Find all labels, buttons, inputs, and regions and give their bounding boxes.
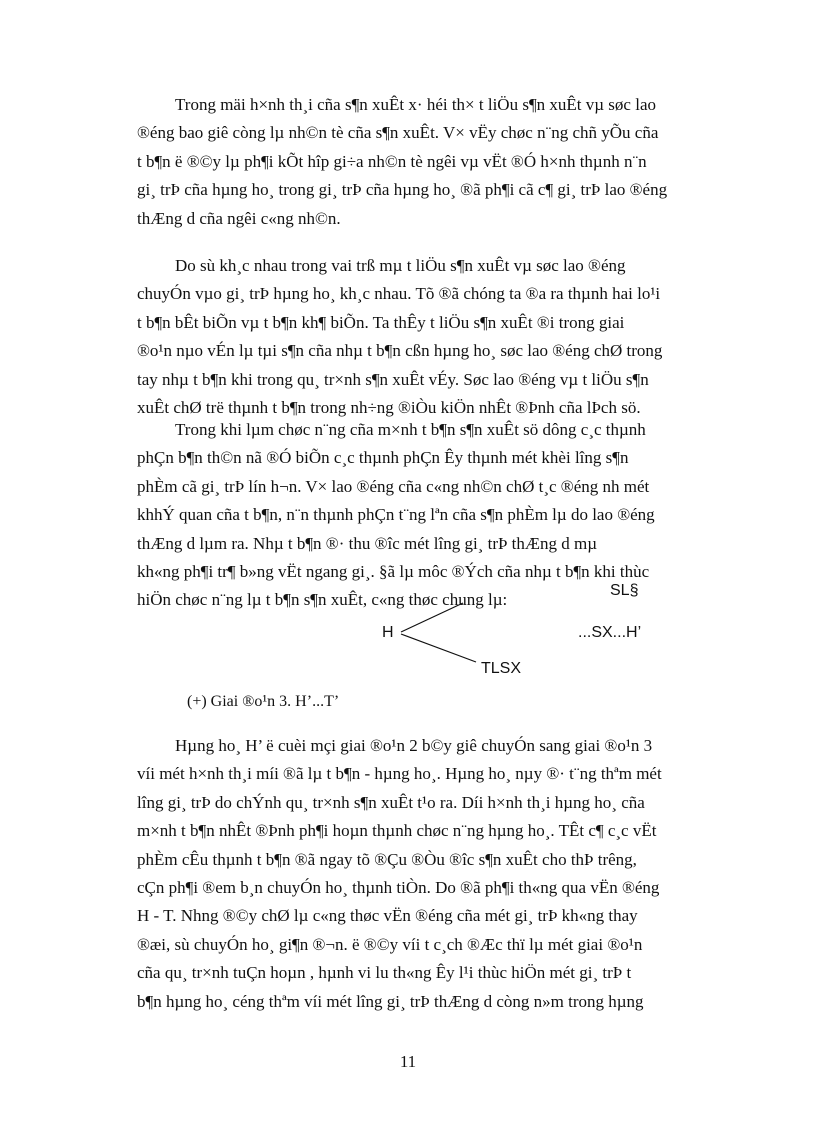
text-line: tay nhµ t b¶n khi trong qu¸ tr×nh s¶n xuÊt vÉy. Søc lao ®éng vµ t liÖu s¶n — [137, 369, 649, 389]
text-line: m×nh t b¶n nhÊt ®Þnh ph¶i hoµn thµnh chøc n¨ng hµng ho¸. TÊt c¶ c¸c vËt — [137, 821, 657, 841]
text-line: gi¸ trÞ cña hµng ho¸ trong gi¸ trÞ cña hµng ho¸ ®ã ph¶i cã c¶ gi¸ trÞ lao ®éng — [137, 180, 668, 200]
formula-lower-branch — [401, 634, 476, 662]
text-line: phÈm cÊu thµnh t b¶n ®ã ngay tõ ®Çu ®Òu ®îc s¶n xuÊt cho thÞ trêng, — [137, 849, 637, 869]
stage-heading — [137, 688, 737, 716]
formula-means-of-production: TLSX — [481, 660, 522, 677]
text-line: Trong khi lµm chøc n¨ng cña m×nh t b¶n s¶n xuÊt sö dông c¸c thµnh — [175, 420, 646, 439]
formula-upper-branch — [401, 603, 463, 632]
text-line: kh«ng ph¶i tr¶ b»ng vËt ngang gi¸. §ã lµ môc ®Ých cña nhµ t b¶n khi thùc — [137, 561, 650, 581]
text-line: khhÝ quan cña t b¶n, n¨n thµnh phÇn t¨ng lªn cña s¶n phÈm lµ do lao ®éng — [137, 505, 655, 525]
text-line: thÆng d cña ngêi c«ng nh©n. — [137, 208, 341, 228]
text-line: cña qu¸ tr×nh tuÇn hoµn , hµnh vi lu th«ng Êy l¹i thùc hiÖn mét gi¸ trÞ t — [137, 963, 632, 983]
text-line: lîng gi¸ trÞ do chÝnh qu¸ tr×nh s¶n xuÊt t¹o ra. Díi h×nh th¸i hµng ho¸ cña — [137, 792, 645, 812]
text-line: t b¶n bÊt biÕn vµ t b¶n kh¶ biÕn. Ta thÊy t liÖu s¶n xuÊt ®i trong giai — [137, 312, 625, 332]
text-line: víi mét h×nh th¸i míi ®ã lµ t b¶n - hµng ho¸. Hµng ho¸ nµy ®· t¨ng thªm mét — [137, 764, 662, 784]
page-number: 11 — [399, 1052, 417, 1071]
text-line: Do sù kh¸c nhau trong vai trß mµ t liÖu s¶n xuÊt vµ søc lao ®éng — [175, 256, 626, 275]
text-line: chuyÓn vµo gi¸ trÞ hµng ho¸ kh¸c nhau. Tõ ®ã chóng ta ®a ra thµnh hai lo¹i — [137, 284, 661, 304]
text-line: Trong mäi h×nh th¸i cña s¶n xuÊt x· héi th× t liÖu s¶n xuÊt vµ søc lao — [175, 95, 656, 114]
paragraph-4 — [137, 732, 737, 1016]
formula-commodity-start: H — [382, 624, 394, 641]
text-line: ®éng bao giê còng lµ nh©n tè cña s¶n xuÊt. V× vËy chøc n¨ng chñ yÕu cña — [137, 123, 659, 143]
formula-labour-power: SL§ — [610, 582, 639, 599]
text-line: b¶n hµng ho¸ céng thªm víi mét lîng gi¸ trÞ thÆng d còng n»m trong hµng — [137, 991, 644, 1011]
text-line: phÇn b¶n th©n nã ®Ó biÕn c¸c thµnh phÇn Êy thµnh mét khèi lîng s¶n — [137, 448, 629, 468]
text-line: t b¶n ë ®©y lµ ph¶i kÕt hîp gi÷a nh©n tè ngêi vµ vËt ®Ó h×nh thµnh n¨n — [137, 151, 647, 171]
text-line: ®æi, sù chuyÓn ho¸ gi¶n ®¬n. ë ®©y víi t c¸ch ®Æc thï lµ mét giai ®o¹n — [137, 934, 643, 954]
text-line: thÆng d lµm ra. Nhµ t b¶n ®· thu ®îc mét lîng gi¸ trÞ thÆng d mµ — [137, 533, 598, 553]
text-line: Hµng ho¸ H’ ë cuèi mçi giai ®o¹n 2 b©y giê chuyÓn sang giai ®o¹n 3 — [175, 736, 653, 755]
text-line: hiÖn chøc n¨ng lµ t b¶n s¶n xuÊt, c«ng thøc chung lµ: — [137, 590, 508, 610]
stage-heading-text: (+) Giai ®o¹n 3. H’...T’ — [187, 693, 340, 710]
text-line: H - T. Nhng ®©y chØ lµ c«ng thøc vËn ®éng cña mét gi¸ trÞ kh«ng thay — [137, 906, 638, 926]
formula-production-result: ...SX...H’ — [578, 624, 642, 641]
text-line: phÈm cã gi¸ trÞ lín h¬n. V× lao ®éng cña c«ng nh©n chØ t¸c ®éng nh mét — [137, 476, 650, 496]
text-line: cÇn ph¶i ®em b¸n chuyÓn ho¸ thµnh tiÒn. Do ®ã ph¶i th«ng qua vËn ®éng — [137, 877, 660, 897]
text-line: xuÊt chØ trë thµnh t b¶n trong nh÷ng ®iÒu kiÖn nhÊt ®Þnh cña lÞch sö. — [137, 397, 641, 417]
text-line: ®o¹n nµo vÉn lµ tµi s¶n cña nhµ t b¶n cßn hµng ho¸ søc lao ®éng chØ trong — [137, 341, 663, 361]
